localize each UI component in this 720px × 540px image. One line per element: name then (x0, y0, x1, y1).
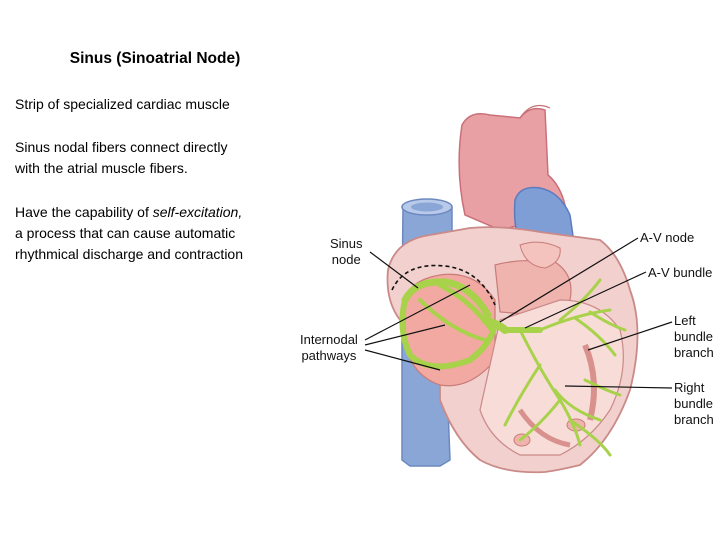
label-sinus-node (330, 236, 363, 268)
paragraph-line: with the atrial muscle fibers. (15, 160, 188, 176)
paragraph-line: Strip of specialized cardiac muscle (15, 96, 230, 112)
label-line: pathways (301, 348, 357, 363)
label-line: Sinus (330, 236, 363, 251)
label-left-bundle-branch (674, 313, 714, 361)
paragraph-line: Sinus nodal fibers connect directly (15, 139, 228, 155)
label-av-bundle: A-V bundle (648, 265, 713, 280)
paragraph-line: rhythmical discharge and contraction (15, 246, 244, 262)
label-right-bundle-branch (674, 380, 714, 428)
label-line: branch (674, 412, 714, 427)
label-internodal-pathways (300, 332, 358, 364)
label-line: bundle (674, 329, 714, 344)
label-line: branch (674, 345, 714, 360)
label-line: Internodal (300, 332, 358, 347)
paragraph-line: a process that can cause automatic (15, 225, 236, 241)
paragraph-text: Have the capability of (15, 204, 153, 220)
label-line: Left (674, 313, 696, 328)
emphasis-text: self-excitation, (152, 204, 243, 220)
label-line: node (331, 252, 361, 267)
label-line: bundle (674, 396, 714, 411)
slide-title: Sinus (Sinoatrial Node) (69, 50, 241, 67)
label-line: Right (674, 380, 705, 395)
label-av-node: A-V node (640, 230, 695, 245)
